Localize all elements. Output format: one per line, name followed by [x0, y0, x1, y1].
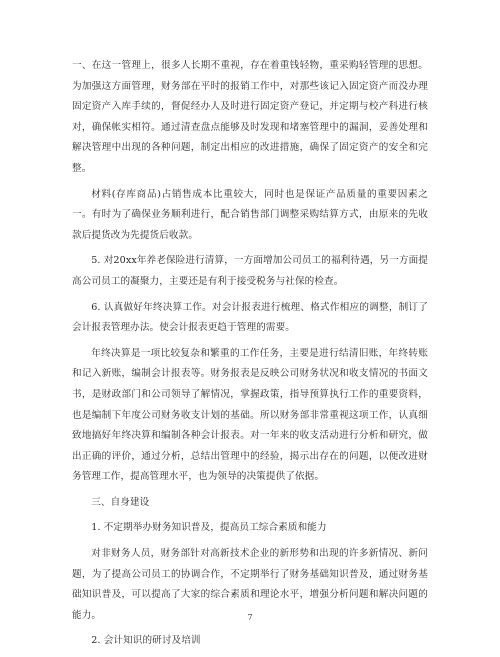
subheading-training: 2. 会计知识的研讨及培训 — [91, 635, 201, 647]
page-number: 7 — [247, 613, 253, 622]
section-heading-self-building: 三、自身建设 — [91, 496, 150, 508]
paragraph-non-finance-staff: 对非财务人员，财务部针对高新技术企业的新形势和出现的许多新情况、新问题，为了提高公司员工的协调合作，不定期举行了财务基础知识普及，通过财务基础知识普及，可以提高了大家的综合素质和理论水平，增强分析问题和解决问题的能力。 — [72, 548, 428, 621]
paragraph-final-accounts: 6. 认真做好年终决算工作。对会计报表进行梳理、格式作相应的调整，制订了会计报表管理办法。使会计报表更趋于管理的需要。 — [72, 301, 428, 334]
paragraph-fixed-assets: 一、在这一管理上，很多人长期不重视，存在着重钱轻物，重采购轻管理的思想。为加强这方面管理，财务部在平时的报销工作中，对那些该记入固定资产而没办理固定资产入库手续的，督促经办人及时进行固定资产登记，并定期与校产科进行核对，确保帐实相符。通过清查盘点能够及时发现和堵塞管理中的漏洞，妥善处理和解决管理中出现的各种问题，制定出相应的改进措施，确保了固定资产的安全和完整。 — [72, 60, 428, 174]
paragraph-materials: 材料(存库商品)占销售成本比重较大，同时也是保证产品质量的重要因素之一。有时为了确保业务顺利进行，配合销售部门调整采购结算方式，由原来的先收款后提货改为先提货后收款。 — [72, 188, 428, 241]
paragraph-pension: 5. 对20xx年养老保险进行清算，一方面增加公司员工的福利待遇，另一方面提高公司员工的凝聚力，主要还是有利于接受税务与社保的检查。 — [72, 255, 428, 287]
document-body — [72, 56, 428, 657]
subheading-knowledge: 1. 不定期举办财务知识普及，提高员工综合素质和能力 — [91, 522, 327, 534]
paragraph-year-end: 年终决算是一项比较复杂和繁重的工作任务，主要是进行结清旧账，年终转账和记入新账，编制会计报表等。财务报表是反映公司财务状况和收支情况的书面文书，是财政部门和公司领导了解情况，掌握政策，指导预算执行工作的重要资料，也是编制下年度公司财务收支计划的基础。所以财务部非常重视这项工作，认真细致地搞好年终决算和编制各种会计报表。对一年来的收支活动进行分析和研究，做出正确的评价，通过分析，总结出管理中的经验，揭示出存在的问题，以便改进财务管理工作，提高管理水平，也为领导的决策提供了依据。 — [72, 347, 428, 483]
